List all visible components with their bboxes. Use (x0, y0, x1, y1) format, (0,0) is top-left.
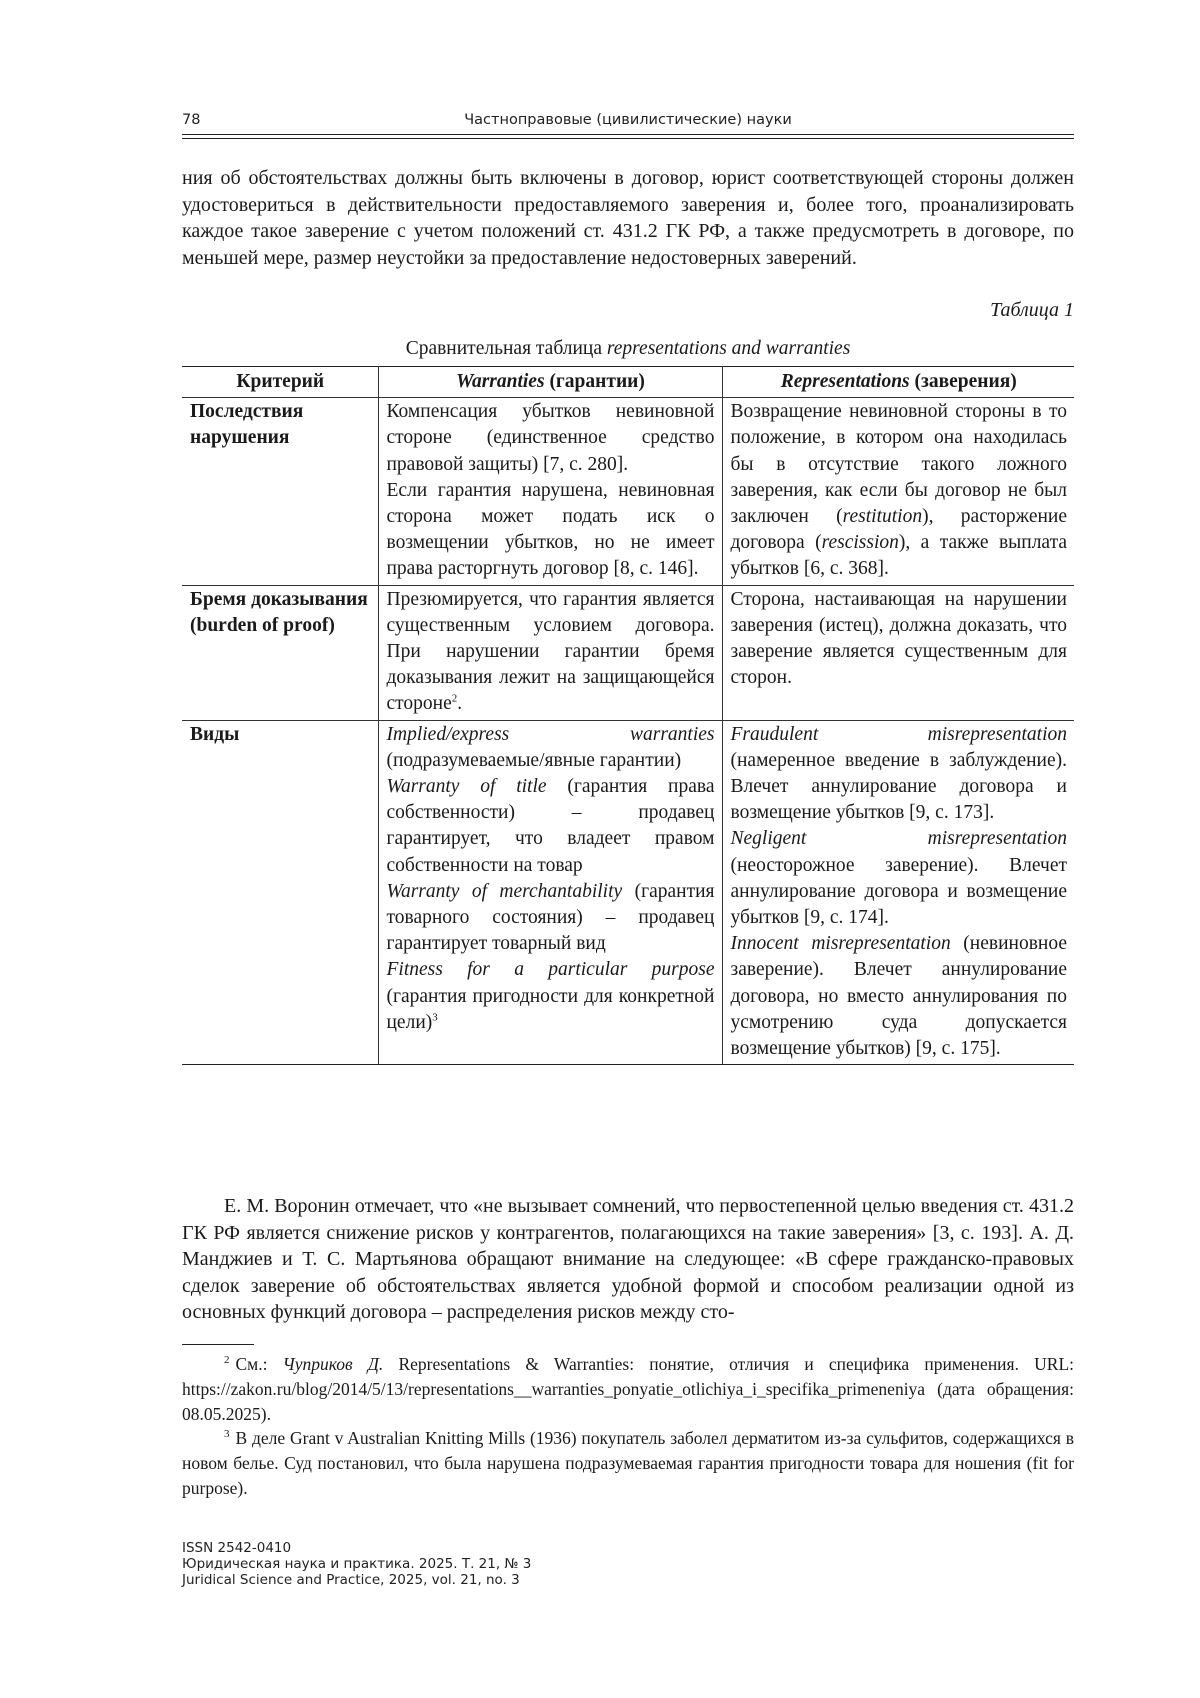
page-number: 78 (182, 112, 201, 128)
cell-line (387, 774, 715, 879)
cell-text: (намеренное введение в заблуждение). Влечет аннулирование договора и возмещение убытков [9, с. 173]. (730, 749, 1067, 824)
cell-text: ), расторжение договора ( (730, 506, 1068, 554)
footnote-author: Чуприков Д. (282, 1354, 384, 1374)
representations-cell: Сторона, настаивающая на нарушении заверения (истец), должна доказать, что заверение является существенным для сторон. (722, 585, 1074, 720)
footnote-2 (182, 1352, 1074, 1427)
page-footer (182, 1540, 531, 1588)
intro-paragraph: ния об обстоятельствах должны быть включены в договор, юрист соответствующей стороны должен удостовериться в действительности предоставляемого заверения и, более того, проанализировать каждое такое заверение с учетом положений ст. 431.2 ГК РФ, а также предусмотреть в договоре, по меньшей мере, размер неустойки за предоставление недостоверных заверений. (182, 167, 1074, 269)
footnote-ref[interactable]: 3 (432, 1011, 438, 1024)
cell-text: (гарантия пригодности для конкретной цели) (386, 985, 715, 1033)
cell-text-italic: Fitness for a particular purpose (386, 959, 715, 981)
cell-text-italic: Innocent misrepresentation (730, 933, 951, 955)
cell-text: ), а также выплата убытков [6, с. 368]. (730, 532, 1067, 580)
section-title: Частноправовые (цивилистические) науки (464, 112, 792, 128)
cell-text-italic: Warranty of title (386, 776, 547, 798)
table-title-plain: Сравнительная таблица (405, 338, 607, 359)
issn: ISSN 2542-0410 (182, 1540, 292, 1556)
cell-text: (невиновное заверение). Влечет аннулирование договора, но вместо аннулирования по усмотрению суда допускается возмещение убытков) [9, с. 175]. (730, 933, 1067, 1060)
criterion-cell: Бремя доказывания (burden of proof) (182, 585, 378, 720)
header-warranties-en: Warranties (456, 371, 545, 392)
footnote-separator (182, 1344, 254, 1345)
table-row (182, 585, 1074, 720)
table-row (182, 398, 1074, 585)
cell-text-italic: Negligent misrepresentation (730, 828, 1067, 850)
cell-line (731, 826, 1068, 931)
journal-ru: Юридическая наука и практика. 2025. Т. 21, № 3 (182, 1556, 532, 1572)
footnote-mark: 3 (224, 1428, 230, 1441)
header-representations-ru: (заверения) (909, 371, 1017, 392)
representations-cell (722, 398, 1074, 585)
cell-text-italic: rescission (821, 532, 899, 554)
warranties-cell (378, 720, 722, 1065)
table-title (182, 338, 1074, 360)
representations-cell (722, 720, 1074, 1065)
comparison-table (182, 366, 1074, 1065)
header-representations-en: Representations (780, 371, 910, 392)
warranties-cell (378, 585, 722, 720)
footnote-mark: 2 (224, 1354, 230, 1367)
criterion-cell: Виды (182, 720, 378, 1065)
footnote-text: См.: (235, 1354, 283, 1374)
header-rule (182, 134, 1074, 135)
header-representations (722, 367, 1074, 398)
cell-line: Если гарантия нарушена, невиновная сторона может подать иск о возмещении убытков, но не имеет права расторгнуть договор [8, с. 146]. (386, 479, 715, 580)
table-title-italic: representations and warranties (606, 338, 851, 359)
second-paragraph: Е. М. Воронин отмечает, что «не вызывает сомнений, что первостепенной целью введения ст. 431.2 ГК РФ является снижение рисков у контрагентов, полагающихся на такие заверения» [3, с. 193]. А. Д. Манджиев и Т. С. Мартьянова обращают внимание на следующее: «В сфере гражданско-правовых сделок заверение об обстоятельствах является удобной формой и способом реализации одной из основных функций договора – распределения рисков между сто- (182, 1195, 1074, 1323)
cell-text: Возвращение невиновной стороны в то положение, в котором она находилась бы в отсутствие такого ложного заверения, как если бы договор не был заключен ( (730, 401, 1067, 528)
header-warranties-ru: (гарантии) (544, 371, 645, 392)
cell-line (387, 879, 715, 958)
table-label: Таблица 1 (990, 299, 1074, 321)
cell-text: . (457, 693, 463, 715)
cell-text: (подразумеваемые/явные гарантии) (386, 749, 682, 771)
footnote-text: В деле Grant v Australian Knitting Mills (1936) покупатель заболел дерматитом из-за сульфитов, содержащихся в новом белье. Суд постановил, что была нарушена подразумеваемая гарантия пригодности товара для ношения (fit for purpose). (182, 1428, 1074, 1498)
footnote-3 (182, 1426, 1074, 1501)
header-warranties (378, 367, 722, 398)
table-row (182, 720, 1074, 1065)
cell-line (731, 722, 1068, 827)
cell-text-italic: restitution (842, 506, 923, 528)
cell-text: (гарантия права собственности) – продавец гарантирует, что владеет правом собственности на товар (386, 776, 715, 876)
cell-line (731, 931, 1068, 1062)
header-criterion: Критерий (182, 367, 378, 398)
journal-en: Juridical Science and Practice, 2025, vol. 21, no. 3 (182, 1572, 520, 1588)
header-rule (182, 138, 1074, 139)
cell-line (387, 957, 715, 1036)
footnote-ref[interactable]: 2 (451, 692, 458, 705)
cell-text-italic: Implied/express warranties (386, 723, 715, 745)
cell-text-italic: Fraudulent misrepresentation (730, 723, 1067, 745)
cell-text: (гарантия товарного состояния) – продавец гарантирует товарный вид (386, 880, 715, 955)
cell-text: Презюмируется, что гарантия является существенным условием договора. При нарушении гарантии бремя доказывания лежит на защищающейся стороне (386, 588, 715, 715)
table-header-row (182, 367, 1074, 398)
cell-line (387, 722, 715, 774)
warranties-cell (378, 398, 722, 585)
criterion-cell: Последствия нарушения (182, 398, 378, 585)
footnote-text[interactable]: Representations & Warranties: понятие, отличия и специфика применения. URL: https://zakon.ru/blog/2014/5/13/representations__warranties_ponyatie_otlichiya_i_specifika_primeneniya (дата обращения: 08.05.2025). (182, 1354, 1075, 1424)
cell-text: (неосторожное заверение). Влечет аннулирование договора и возмещение убытков [9, с. 174]. (730, 854, 1067, 929)
cell-line: Компенсация убытков невиновной стороне (единственное средство правовой защиты) [7, с. 280]. (386, 401, 715, 475)
cell-text-italic: Warranty of merchantability (386, 880, 623, 902)
